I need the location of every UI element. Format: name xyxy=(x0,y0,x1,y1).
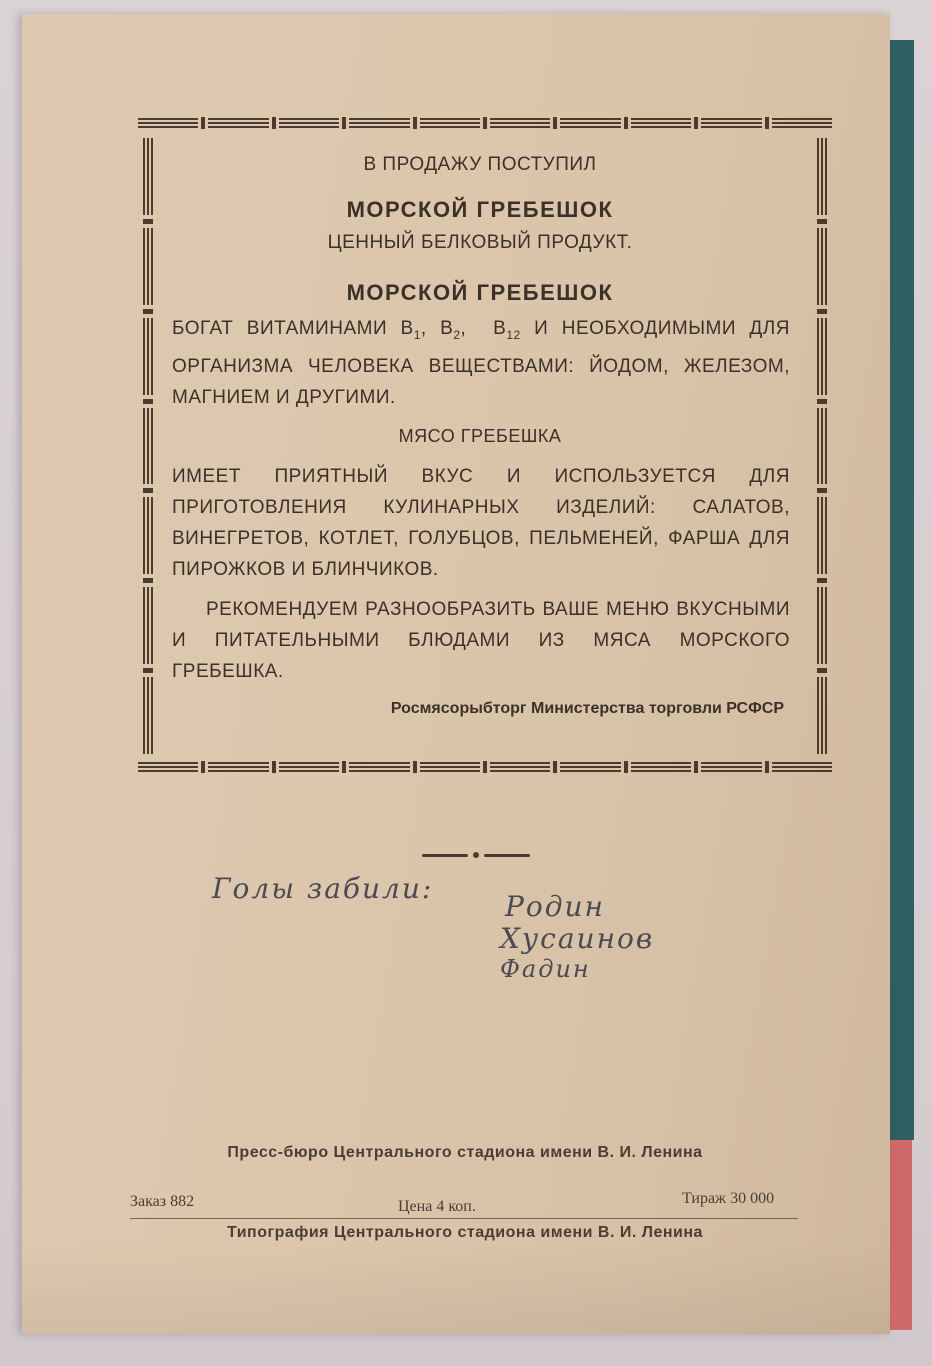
vitamin-b12: $B_{12}$ xyxy=(493,318,521,342)
frame-bottom-border xyxy=(135,760,835,774)
cover-edge-teal xyxy=(890,40,914,1140)
notice-subtitle: ЦЕННЫЙ БЕЛКОВЫЙ ПРОДУКТ. xyxy=(327,232,633,253)
imprint-rule xyxy=(130,1218,798,1219)
handwritten-name: Родин xyxy=(505,890,605,923)
paragraph-vitamins-tail: И НЕОБХОДИМЫМИ ДЛЯ ОРГАНИЗМА ЧЕЛОВЕКА ВЕЩЕСТВАМИ: ЙОДОМ, ЖЕЛЕЗОМ, МАГНИЕМ И ДРУГИМИ. xyxy=(172,318,790,408)
press-bureau-line: Пресс-бюро Центрального стадиона имени В. И. Ленина xyxy=(227,1144,703,1161)
paragraph-vitamins-lead: БОГАТ ВИТАМИНАМИ xyxy=(172,318,401,339)
paragraph-uses: ИМЕЕТ ПРИЯТНЫЙ ВКУС И ИСПОЛЬЗУЕТСЯ ДЛЯ ПРИГОТОВЛЕНИЯ КУЛИНАРНЫХ ИЗДЕЛИЙ: САЛАТОВ, ВИНЕГРЕТОВ, КОТЛЕТ, ГОЛУБЦОВ, ПЕЛЬМЕНЕЙ, ФАРША ДЛЯ ПИРОЖКОВ И БЛИНЧИКОВ. xyxy=(172,466,790,580)
handwritten-name: Фадин xyxy=(500,955,591,983)
handwritten-goals-label: Голы забили: xyxy=(212,872,434,905)
frame-right-border xyxy=(815,134,829,758)
print-run: Тираж 30 000 xyxy=(682,1190,775,1207)
notice-title-repeat: МОРСКОЙ ГРЕБЕШОК xyxy=(346,280,614,305)
notice-intro: В ПРОДАЖУ ПОСТУПИЛ xyxy=(363,154,597,175)
vitamin-b2: $B_2$ xyxy=(440,318,461,342)
meat-heading: МЯСО ГРЕБЕШКА xyxy=(398,426,562,446)
price: Цена 4 коп. xyxy=(398,1198,476,1215)
printing-house-line: Типография Центрального стадиона имени В. И. Ленина xyxy=(227,1224,703,1241)
order-number: Заказ 882 xyxy=(130,1193,195,1210)
notice-title: МОРСКОЙ ГРЕБЕШОК xyxy=(346,197,614,222)
handwritten-name: Хусаинов xyxy=(500,922,655,955)
issuer-signature: Росмясорыбторг Министерства торговли РСФСР xyxy=(390,700,784,717)
vitamin-b1: $B_1$ xyxy=(400,318,421,342)
paragraph-vitamins: БОГАТ ВИТАМИНАМИ $B_1$, $B_2$, $B_{12}$ И НЕОБХОДИМЫМИ ДЛЯ ОРГАНИЗМА ЧЕЛОВЕКА ВЕЩЕСТВАМИ: ЙОДОМ, ЖЕЛЕЗОМ, МАГНИЕМ И ДРУГИМИ. xyxy=(172,318,790,408)
ornament-divider xyxy=(422,849,530,861)
frame-top-border xyxy=(135,116,835,130)
paragraph-recommendation: РЕКОМЕНДУЕМ РАЗНООБРАЗИТЬ ВАШЕ МЕНЮ ВКУСНЫМИ И ПИТАТЕЛЬНЫМИ БЛЮДАМИ ИЗ МЯСА МОРСКОГО ГРЕБЕШКА. xyxy=(172,599,790,682)
frame-left-border xyxy=(141,134,155,758)
